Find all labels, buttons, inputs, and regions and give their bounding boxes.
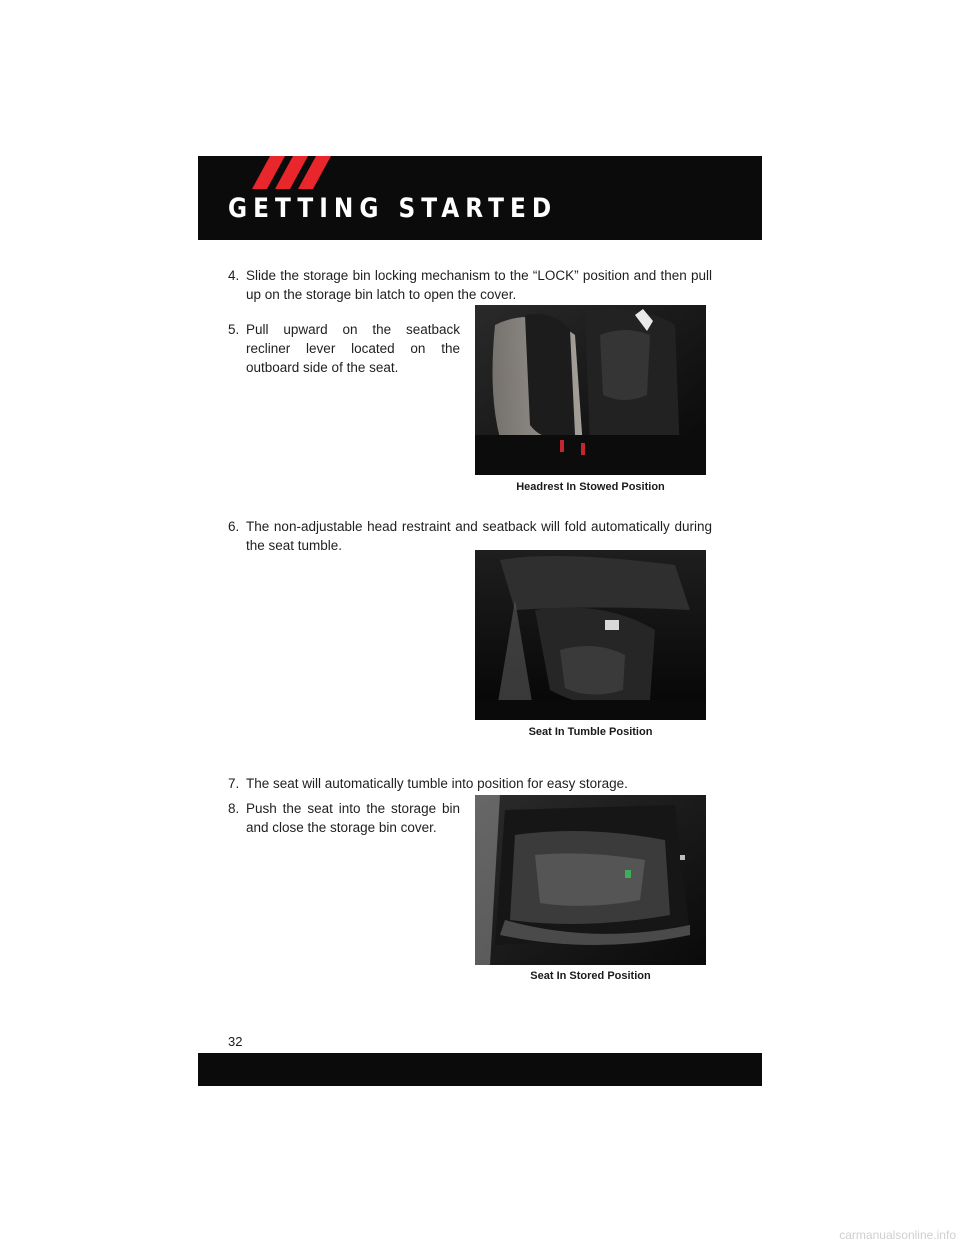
step-text: Slide the storage bin locking mechanism to the “LOCK” position and then pull up on the storage bin latch to open the cover. (246, 268, 712, 302)
step-text: Push the seat into the storage bin and close the storage bin cover. (246, 801, 460, 835)
headrest-stowed-photo (475, 305, 706, 475)
footer-bar (198, 1053, 762, 1086)
step-number: 6. (228, 519, 240, 534)
step-text: Pull upward on the seatback recliner lever located on the outboard side of the seat. (246, 322, 460, 375)
step-text: The seat will automatically tumble into position for easy storage. (246, 776, 628, 791)
figure-caption: Seat In Tumble Position (528, 726, 653, 738)
step-number: 5. (228, 322, 240, 337)
watermark: carmanualsonline.info (839, 1228, 956, 1242)
step-8 (228, 799, 460, 837)
step-number: 7. (228, 776, 240, 791)
section-title: GETTING STARTED (228, 193, 558, 224)
section-header-bar (198, 156, 762, 240)
step-number: 4. (228, 268, 240, 283)
step-4 (228, 266, 712, 304)
figure-caption: Headrest In Stowed Position (516, 481, 665, 493)
step-7 (228, 774, 712, 793)
step-number: 8. (228, 801, 240, 816)
page-number: 32 (228, 1034, 243, 1049)
brand-stripes-logo (252, 156, 342, 189)
seat-stored-photo (475, 795, 706, 965)
step-text: The non-adjustable head restraint and seatback will fold automatically during the seat tumble. (246, 519, 712, 553)
step-5 (228, 320, 460, 377)
figure-caption: Seat In Stored Position (530, 970, 651, 982)
seat-tumble-photo (475, 550, 706, 720)
